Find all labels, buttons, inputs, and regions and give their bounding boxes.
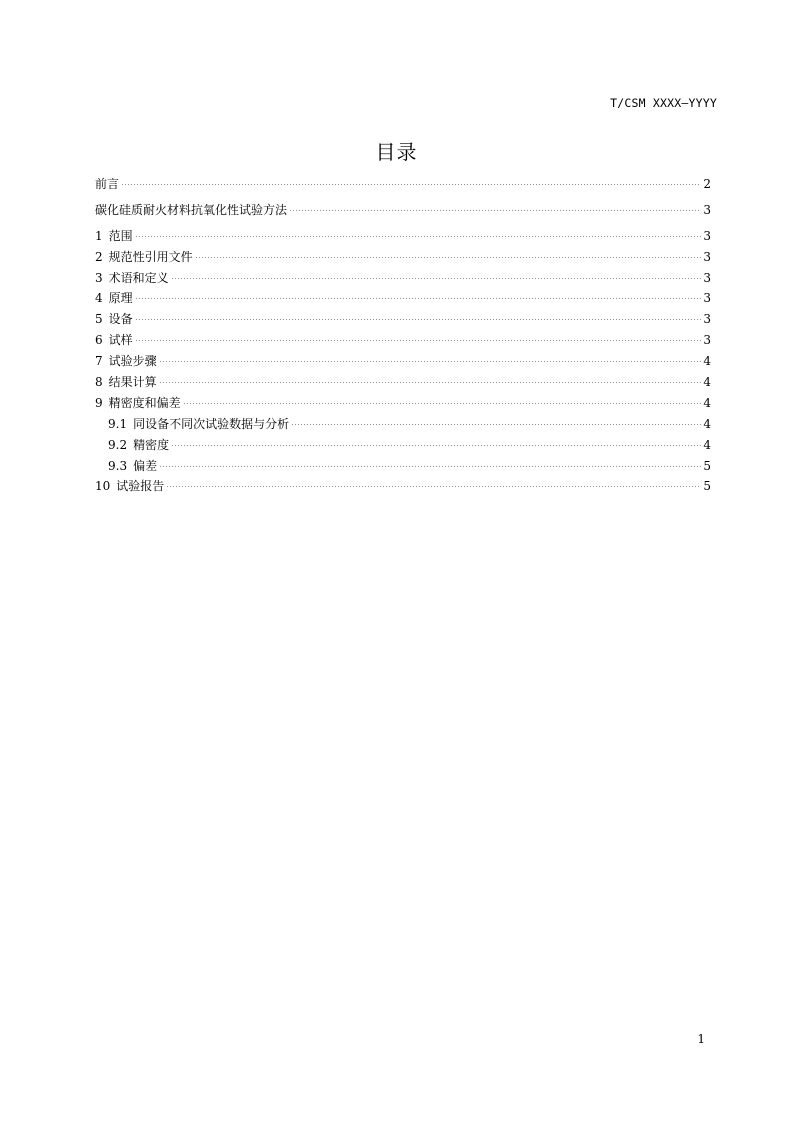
dot-leader: [135, 298, 701, 299]
entry-label: 试样: [108, 333, 133, 348]
entry-page: 4: [703, 416, 711, 431]
entry-number: 1: [95, 228, 103, 243]
entry-label: 偏差: [133, 458, 158, 473]
entry-number: 10: [95, 479, 111, 494]
entry-label: 精密度: [133, 437, 170, 452]
entry-page: 4: [703, 375, 711, 390]
dot-leader: [195, 257, 701, 258]
entry-page: 4: [703, 395, 711, 410]
entry-page: 3: [703, 291, 711, 306]
dot-leader: [135, 319, 701, 320]
entry-page: 3: [703, 228, 711, 243]
entry-number: 9.2: [108, 437, 128, 452]
dot-leader: [159, 466, 701, 467]
entry-label: 术语和定义: [108, 270, 169, 285]
dot-leader: [289, 210, 701, 211]
dot-leader: [159, 361, 701, 362]
entry-number: 9.1: [108, 416, 128, 431]
toc-entry-8[interactable]: [95, 372, 711, 393]
toc-entry-2[interactable]: [95, 247, 711, 268]
toc-entry-5[interactable]: [95, 309, 711, 330]
entry-label: 同设备不同次试验数据与分析: [133, 416, 290, 431]
entry-label: 范围: [108, 228, 133, 243]
entry-label: 原理: [108, 291, 133, 306]
entry-label: 试验步骤: [108, 354, 157, 369]
entry-label: 碳化硅质耐火材料抗氧化性试验方法: [95, 202, 288, 217]
toc-entry-7[interactable]: [95, 351, 711, 372]
page-number: 1: [697, 1032, 705, 1046]
toc-title: 目录: [375, 140, 418, 164]
toc-entry-4[interactable]: [95, 288, 711, 309]
dot-leader: [166, 486, 701, 487]
entry-page: 5: [703, 479, 711, 494]
dot-leader: [135, 236, 701, 237]
toc-entry-9-1[interactable]: [95, 414, 711, 435]
entry-page: 2: [703, 177, 711, 191]
entry-page: 4: [703, 354, 711, 369]
toc-entry-9-2[interactable]: [95, 435, 711, 456]
entry-number: 3: [95, 270, 103, 285]
toc-entry-1[interactable]: [95, 226, 711, 247]
dot-leader: [171, 278, 701, 279]
dot-leader: [121, 184, 701, 185]
entry-label: 设备: [108, 312, 133, 327]
toc-entry-standard-title[interactable]: [95, 200, 711, 221]
toc-entry-3[interactable]: [95, 268, 711, 289]
entry-number: 2: [95, 249, 103, 264]
entry-page: 3: [703, 202, 711, 217]
entry-label: 结果计算: [108, 375, 157, 390]
entry-page: 3: [703, 333, 711, 348]
dot-leader: [171, 445, 701, 446]
entry-number: 8: [95, 375, 103, 390]
entry-page: 4: [703, 437, 711, 452]
entry-number: 5: [95, 312, 103, 327]
entry-label: 规范性引用文件: [108, 249, 193, 264]
entry-number: 6: [95, 333, 103, 348]
entry-page: 3: [703, 249, 711, 264]
dot-leader: [159, 382, 701, 383]
entry-number: 4: [95, 291, 103, 306]
dot-leader: [183, 403, 701, 404]
table-of-contents: [95, 174, 711, 497]
entry-label: 前言: [95, 177, 120, 191]
dot-leader: [135, 340, 701, 341]
entry-page: 5: [703, 458, 711, 473]
toc-entry-9[interactable]: [95, 393, 711, 414]
toc-entry-6[interactable]: [95, 330, 711, 351]
toc-entry-10[interactable]: [95, 476, 711, 497]
entry-number: 9.3: [108, 458, 128, 473]
entry-label: 试验报告: [116, 479, 165, 494]
dot-leader: [291, 424, 701, 425]
entry-page: 3: [703, 270, 711, 285]
entry-page: 3: [703, 312, 711, 327]
entry-number: 7: [95, 354, 103, 369]
entry-label: 精密度和偏差: [108, 395, 181, 410]
toc-entry-foreword[interactable]: [95, 174, 711, 195]
document-code: T/CSM XXXX—YYYY: [610, 96, 717, 110]
toc-entry-9-3[interactable]: [95, 456, 711, 477]
entry-number: 9: [95, 395, 103, 410]
